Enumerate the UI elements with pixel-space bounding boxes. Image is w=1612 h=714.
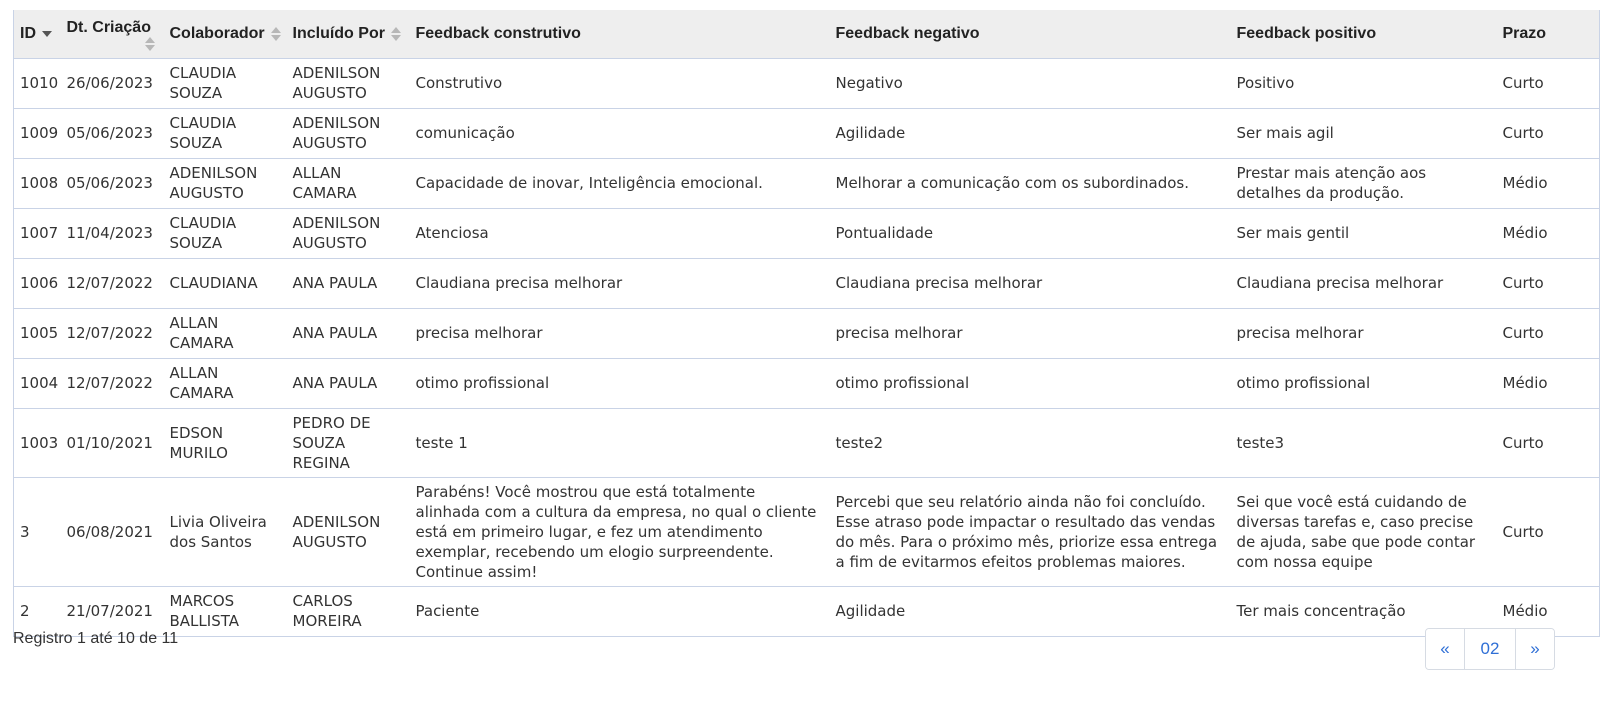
column-header-positive[interactable] <box>1231 10 1497 58</box>
table-row[interactable] <box>14 108 1600 158</box>
cell-constructive: Parabéns! Você mostrou que está totalmente alinhada com a cultura da empresa, no qual o cliente está em primeiro lugar, e fez um atendimento exemplar, recebendo um elogio surpreendente. Continue assim! <box>410 477 830 586</box>
sort-desc-icon <box>42 27 52 41</box>
cell-constructive: Paciente <box>410 586 830 636</box>
cell-deadline: Curto <box>1497 108 1600 158</box>
cell-constructive: precisa melhorar <box>410 308 830 358</box>
table-row[interactable] <box>14 477 1600 586</box>
cell-created: 21/07/2021 <box>61 586 164 636</box>
cell-positive: Ser mais gentil <box>1231 208 1497 258</box>
cell-collaborator: CLAUDIA SOUZA <box>164 58 287 108</box>
cell-constructive: comunicação <box>410 108 830 158</box>
cell-collaborator: CLAUDIANA <box>164 258 287 308</box>
table-row[interactable] <box>14 358 1600 408</box>
column-header-negative[interactable] <box>830 10 1231 58</box>
table-row[interactable] <box>14 258 1600 308</box>
cell-deadline: Curto <box>1497 258 1600 308</box>
cell-constructive: Claudiana precisa melhorar <box>410 258 830 308</box>
cell-negative: precisa melhorar <box>830 308 1231 358</box>
cell-included-by: ADENILSON AUGUSTO <box>287 108 410 158</box>
cell-included-by: PEDRO DE SOUZA REGINA <box>287 408 410 477</box>
cell-deadline: Médio <box>1497 358 1600 408</box>
column-header-constructive-label: Feedback construtivo <box>415 24 581 42</box>
pagination-next-button[interactable]: » <box>1515 629 1554 669</box>
column-header-negative-label: Feedback negativo <box>835 24 980 42</box>
cell-deadline: Curto <box>1497 58 1600 108</box>
cell-collaborator: CLAUDIA SOUZA <box>164 208 287 258</box>
cell-negative: Negativo <box>830 58 1231 108</box>
cell-id: 1007 <box>14 208 61 258</box>
column-header-id[interactable] <box>14 10 61 58</box>
cell-id: 1004 <box>14 358 61 408</box>
table-row[interactable] <box>14 586 1600 636</box>
cell-created: 12/07/2022 <box>61 258 164 308</box>
cell-created: 06/08/2021 <box>61 477 164 586</box>
cell-included-by: ANA PAULA <box>287 258 410 308</box>
cell-deadline: Médio <box>1497 158 1600 208</box>
cell-deadline: Médio <box>1497 586 1600 636</box>
cell-id: 1005 <box>14 308 61 358</box>
cell-included-by: ANA PAULA <box>287 358 410 408</box>
cell-collaborator: ALLAN CAMARA <box>164 358 287 408</box>
cell-positive: Ter mais concentração <box>1231 586 1497 636</box>
cell-deadline: Médio <box>1497 208 1600 258</box>
cell-deadline: Curto <box>1497 308 1600 358</box>
cell-included-by: ADENILSON AUGUSTO <box>287 477 410 586</box>
cell-included-by: ANA PAULA <box>287 308 410 358</box>
column-header-included-by[interactable] <box>287 10 410 58</box>
cell-id: 1006 <box>14 258 61 308</box>
cell-positive: Ser mais agil <box>1231 108 1497 158</box>
cell-included-by: ALLAN CAMARA <box>287 158 410 208</box>
cell-id: 1008 <box>14 158 61 208</box>
column-header-deadline-label: Prazo <box>1502 24 1547 42</box>
feedback-table <box>13 10 1600 637</box>
cell-negative: Pontualidade <box>830 208 1231 258</box>
cell-collaborator: CLAUDIA SOUZA <box>164 108 287 158</box>
column-header-created-label: Dt. Criação <box>66 18 151 36</box>
column-header-id-label: ID <box>20 24 36 42</box>
pagination-page-button[interactable]: 02 <box>1464 629 1515 669</box>
pagination-prev-button[interactable]: « <box>1426 629 1464 669</box>
cell-deadline: Curto <box>1497 477 1600 586</box>
column-header-created[interactable] <box>61 10 164 58</box>
cell-created: 01/10/2021 <box>61 408 164 477</box>
cell-id: 2 <box>14 586 61 636</box>
cell-positive: otimo profissional <box>1231 358 1497 408</box>
table-row[interactable] <box>14 308 1600 358</box>
column-header-deadline[interactable] <box>1497 10 1600 58</box>
cell-id: 1010 <box>14 58 61 108</box>
cell-negative: Melhorar a comunicação com os subordinados. <box>830 158 1231 208</box>
column-header-collaborator-label: Colaborador <box>169 24 265 42</box>
cell-positive: Claudiana precisa melhorar <box>1231 258 1497 308</box>
cell-collaborator: ADENILSON AUGUSTO <box>164 158 287 208</box>
cell-positive: Sei que você está cuidando de diversas tarefas e, caso precise de ajuda, sabe que pode contar com nossa equipe <box>1231 477 1497 586</box>
cell-constructive: teste 1 <box>410 408 830 477</box>
cell-deadline: Curto <box>1497 408 1600 477</box>
cell-created: 26/06/2023 <box>61 58 164 108</box>
column-header-included-by-label: Incluído Por <box>292 24 385 42</box>
cell-collaborator: MARCOS BALLISTA <box>164 586 287 636</box>
cell-constructive: Construtivo <box>410 58 830 108</box>
sort-icon <box>145 37 155 51</box>
cell-positive: teste3 <box>1231 408 1497 477</box>
table-row[interactable] <box>14 408 1600 477</box>
cell-included-by: ADENILSON AUGUSTO <box>287 58 410 108</box>
cell-constructive: Capacidade de inovar, Inteligência emocional. <box>410 158 830 208</box>
records-info: Registro 1 até 10 de 11 <box>13 630 179 647</box>
column-header-positive-label: Feedback positivo <box>1236 24 1377 42</box>
table-row[interactable] <box>14 158 1600 208</box>
table-header-row <box>14 10 1600 58</box>
cell-id: 3 <box>14 477 61 586</box>
cell-constructive: otimo profissional <box>410 358 830 408</box>
sort-icon <box>271 27 281 41</box>
cell-positive: Prestar mais atenção aos detalhes da produção. <box>1231 158 1497 208</box>
cell-negative: Agilidade <box>830 108 1231 158</box>
column-header-constructive[interactable] <box>410 10 830 58</box>
cell-negative: teste2 <box>830 408 1231 477</box>
cell-created: 05/06/2023 <box>61 158 164 208</box>
sort-icon <box>391 27 401 41</box>
feedback-table-container <box>13 10 1599 637</box>
cell-negative: otimo profissional <box>830 358 1231 408</box>
cell-created: 12/07/2022 <box>61 358 164 408</box>
cell-negative: Agilidade <box>830 586 1231 636</box>
cell-id: 1003 <box>14 408 61 477</box>
cell-included-by: CARLOS MOREIRA <box>287 586 410 636</box>
cell-collaborator: Livia Oliveira dos Santos <box>164 477 287 586</box>
cell-negative: Percebi que seu relatório ainda não foi concluído. Esse atraso pode impactar o resultado das vendas do mês. Para o próximo mês, priorize essa entrega a fim de evitarmos efeitos problemas maiores. <box>830 477 1231 586</box>
cell-collaborator: ALLAN CAMARA <box>164 308 287 358</box>
cell-positive: Positivo <box>1231 58 1497 108</box>
cell-created: 05/06/2023 <box>61 108 164 158</box>
cell-included-by: ADENILSON AUGUSTO <box>287 208 410 258</box>
cell-created: 12/07/2022 <box>61 308 164 358</box>
cell-collaborator: EDSON MURILO <box>164 408 287 477</box>
table-row[interactable] <box>14 58 1600 108</box>
cell-negative: Claudiana precisa melhorar <box>830 258 1231 308</box>
cell-created: 11/04/2023 <box>61 208 164 258</box>
cell-positive: precisa melhorar <box>1231 308 1497 358</box>
cell-constructive: Atenciosa <box>410 208 830 258</box>
pagination <box>1425 628 1555 670</box>
column-header-collaborator[interactable] <box>164 10 287 58</box>
table-row[interactable] <box>14 208 1600 258</box>
cell-id: 1009 <box>14 108 61 158</box>
